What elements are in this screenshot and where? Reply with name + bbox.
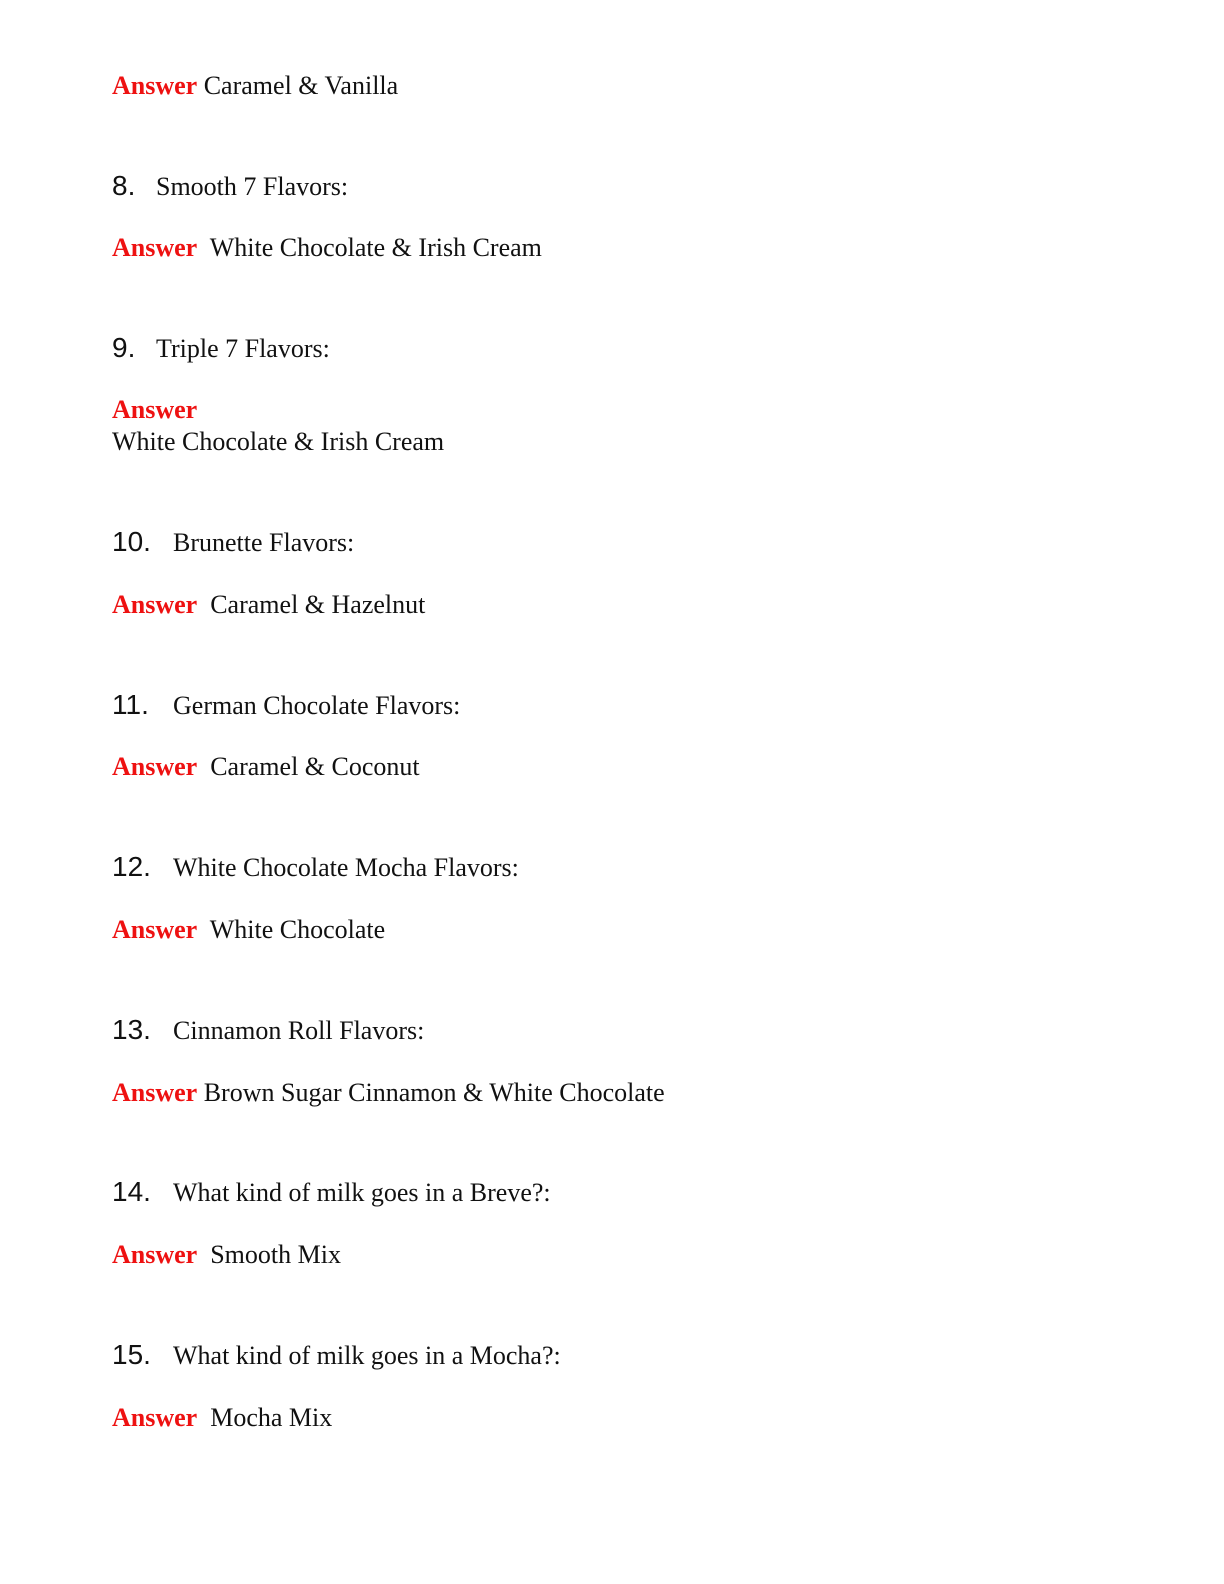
question-number: 8. bbox=[112, 170, 136, 201]
answer-line-8 bbox=[112, 233, 542, 263]
question-number: 12. bbox=[112, 851, 151, 882]
answer-text: White Chocolate & Irish Cream bbox=[209, 233, 542, 262]
question-14 bbox=[112, 1177, 551, 1208]
question-number: 10. bbox=[112, 526, 151, 557]
question-number: 14. bbox=[112, 1176, 151, 1207]
answer-label: Answer bbox=[112, 1403, 198, 1432]
answer-text-line-9 bbox=[112, 427, 444, 457]
question-12 bbox=[112, 852, 519, 883]
answer-line-14 bbox=[112, 1240, 341, 1270]
answer-label: Answer bbox=[112, 1078, 198, 1107]
question-15 bbox=[112, 1340, 561, 1371]
question-8 bbox=[112, 171, 348, 202]
answer-label: Answer bbox=[112, 590, 198, 619]
answer-label: Answer bbox=[112, 915, 198, 944]
answer-text: Brown Sugar Cinnamon & White Chocolate bbox=[203, 1078, 665, 1107]
answer-line-10 bbox=[112, 590, 425, 620]
answer-text: Caramel & Coconut bbox=[210, 752, 420, 781]
answer-text: Caramel & Hazelnut bbox=[210, 590, 426, 619]
answer-line-13 bbox=[112, 1078, 665, 1108]
question-9 bbox=[112, 333, 330, 364]
question-text: What kind of milk goes in a Breve?: bbox=[173, 1178, 551, 1207]
question-number: 11. bbox=[112, 689, 149, 720]
answer-line-9 bbox=[112, 395, 197, 425]
question-text: What kind of milk goes in a Mocha?: bbox=[173, 1341, 561, 1370]
answer-line-11 bbox=[112, 752, 420, 782]
question-number: 9. bbox=[112, 332, 136, 363]
answer-text: White Chocolate bbox=[209, 915, 386, 944]
question-text: Cinnamon Roll Flavors: bbox=[173, 1016, 425, 1045]
answer-text: Smooth Mix bbox=[210, 1240, 341, 1269]
answer-text: White Chocolate & Irish Cream bbox=[112, 427, 445, 456]
question-text: Smooth 7 Flavors: bbox=[156, 172, 349, 201]
answer-text: Caramel & Vanilla bbox=[203, 71, 399, 100]
question-number: 13. bbox=[112, 1014, 151, 1045]
answer-label: Answer bbox=[112, 395, 198, 424]
answer-label: Answer bbox=[112, 71, 198, 100]
question-text: White Chocolate Mocha Flavors: bbox=[173, 853, 519, 882]
answer-label: Answer bbox=[112, 1240, 198, 1269]
question-number: 15. bbox=[112, 1339, 151, 1370]
question-11 bbox=[112, 690, 460, 721]
answer-text: Mocha Mix bbox=[210, 1403, 333, 1432]
answer-line-7 bbox=[112, 71, 398, 101]
answer-line-15 bbox=[112, 1403, 332, 1433]
question-text: German Chocolate Flavors: bbox=[173, 691, 461, 720]
question-text: Brunette Flavors: bbox=[173, 528, 355, 557]
answer-label: Answer bbox=[112, 233, 198, 262]
answer-label: Answer bbox=[112, 752, 198, 781]
question-text: Triple 7 Flavors: bbox=[156, 334, 330, 363]
question-10 bbox=[112, 527, 354, 558]
answer-line-12 bbox=[112, 915, 385, 945]
question-13 bbox=[112, 1015, 424, 1046]
